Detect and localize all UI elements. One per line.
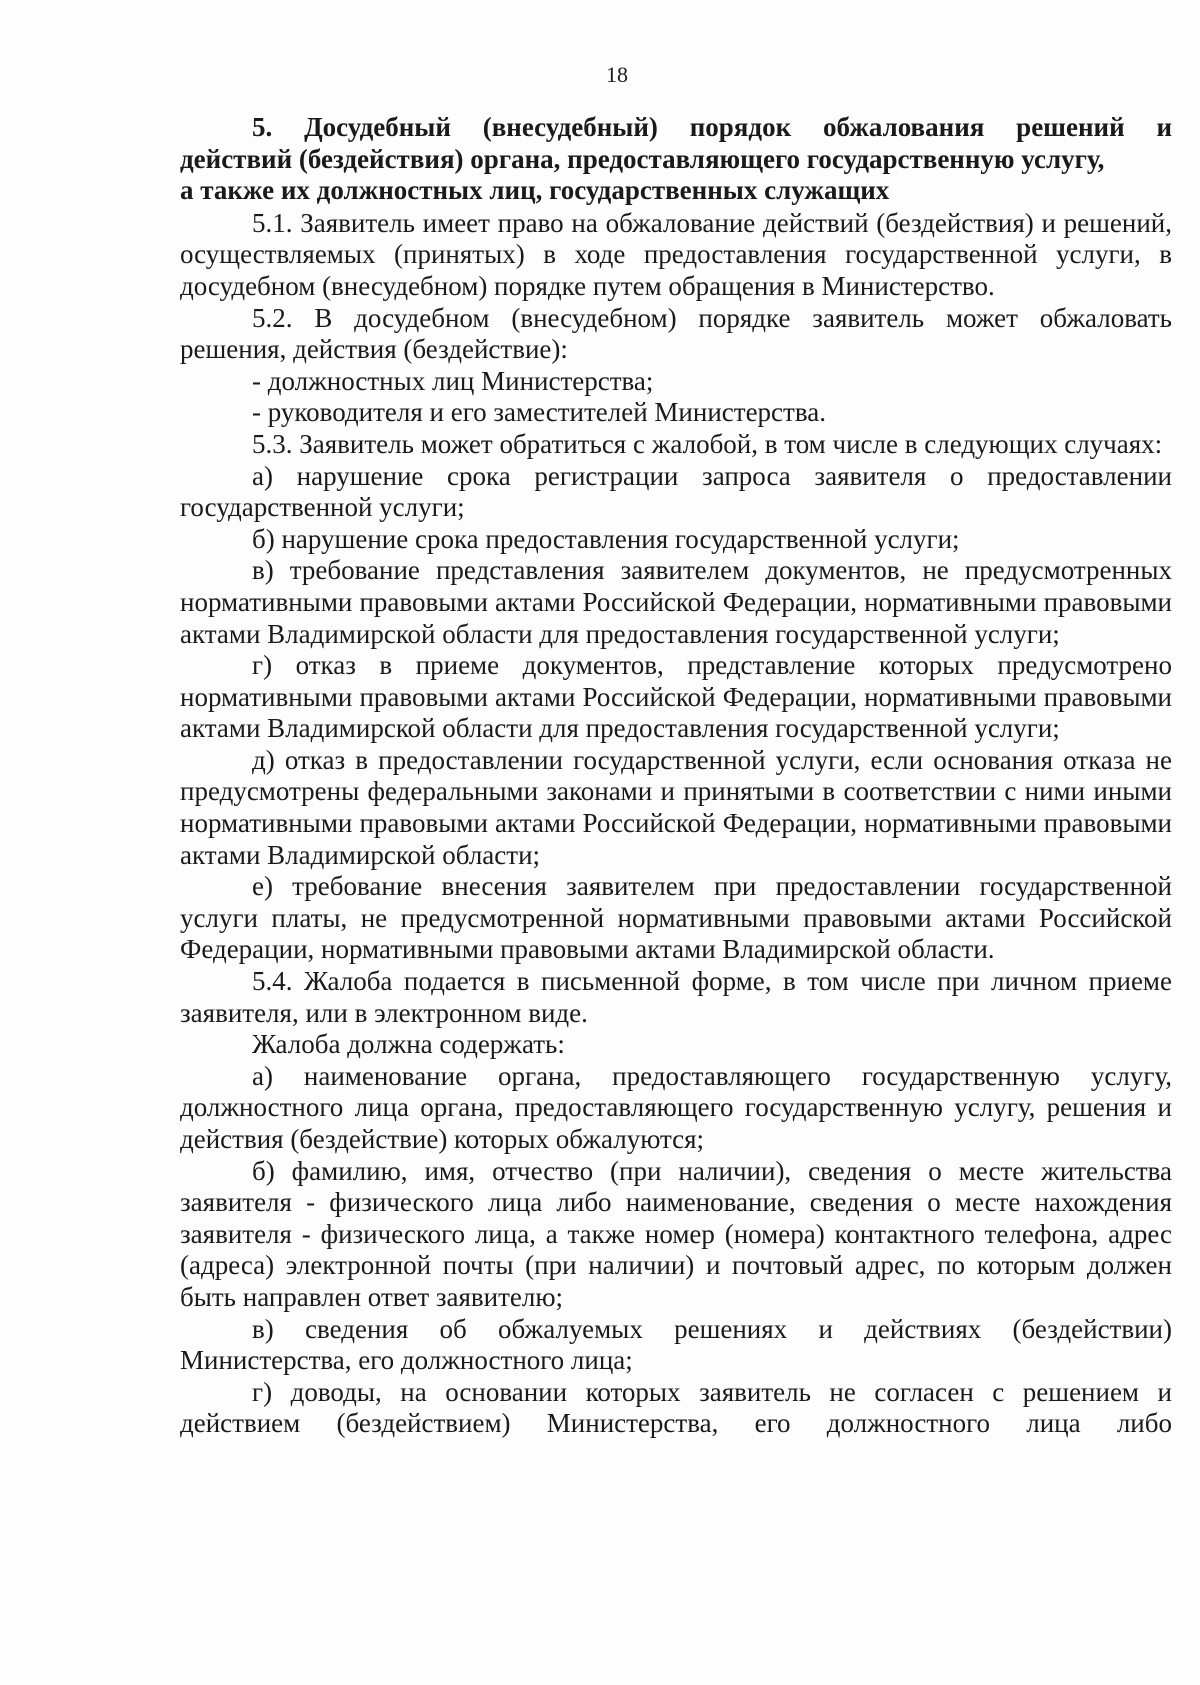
paragraph-5-3: 5.3. Заявитель может обратиться с жалобой, в том числе в следующих случаях: (252, 428, 1163, 459)
paragraph-5-4: 5.4. Жалоба подается в письменной форме, в том числе при личном приеме заявителя, или в электронном виде. (180, 966, 1172, 1028)
paragraph-5-2: 5.2. В досудебном (внесудебном) порядке заявитель может обжаловать решения, действия (бездействие): (180, 302, 1172, 365)
page-number: 18 (606, 62, 628, 87)
section-heading-line-1: 5. Досудебный (внесудебный) порядок обжалования решений и (252, 112, 1172, 142)
content-item-v: в) сведения об обжалуемых решениях и действиях (бездействии) Министерства, его должностного лица; (180, 1313, 1172, 1376)
case-item-v: в) требование представления заявителем документов, не предусмотренных нормативными правовыми актами Российской Федерации, нормативными правовыми актами Владимирской области для предоставления государственной услуги; (180, 555, 1172, 649)
section-heading-line-3: а также их должностных лиц, государственных служащих (180, 175, 890, 206)
case-item-g: г) отказ в приеме документов, представление которых предусмотрено нормативными правовыми актами Российской Федерации, нормативными правовыми актами Владимирской области для предоставления государственной услуги; (180, 650, 1172, 744)
case-item-d: д) отказ в предоставлении государственной услуги, если основания отказа не предусмотрены федеральными законами и принятыми в соответствии с ними иными нормативными правовыми актами Российской Федерации, нормативными правовыми актами Владимирской области; (180, 744, 1172, 870)
section-heading (180, 112, 1172, 207)
complaint-contents-intro: Жалоба должна содержать: (252, 1029, 565, 1060)
content-item-g: г) доводы, на основании которых заявитель не согласен с решением и действием (бездействием) Министерства, его должностного лица либо (180, 1376, 1172, 1439)
content-item-a: а) наименование органа, предоставляющего государственную услугу, должностного лица органа, предоставляющего государственную услугу, решения и действия (бездействие) которых обжалуются; (180, 1060, 1172, 1154)
case-item-e: е) требование внесения заявителем при предоставлении государственной услуги платы, не предусмотренной нормативными правовыми актами Российской Федерации, нормативными правовыми актами Владимирской области. (180, 871, 1172, 965)
content-item-b: б) фамилию, имя, отчество (при наличии), сведения о месте жительства заявителя - физического лица либо наименование, сведения о месте нахождения заявителя - физического лица, а также номер (номера) контактного телефона, адрес (адреса) электронной почты (при наличии) и почтовый адрес, по которым должен быть направлен ответ заявителю; (180, 1155, 1172, 1312)
section-heading-line-2: действий (бездействия) органа, предоставляющего государственную услугу, (180, 143, 1105, 174)
document-body (180, 112, 1172, 1440)
list-item-head-and-deputies: - руководителя и его заместителей Министерства. (252, 397, 826, 428)
list-item-officials: - должностных лиц Министерства; (252, 365, 654, 396)
case-item-a: а) нарушение срока регистрации запроса заявителя о предоставлении государственной услуги; (180, 460, 1172, 523)
case-item-b: б) нарушение срока предоставления государственной услуги; (252, 523, 960, 554)
paragraph-5-1: 5.1. Заявитель имеет право на обжалование действий (бездействия) и решений, осуществляемых (принятых) в ходе предоставления государственной услуги, в досудебном (внесудебном) порядке путем обращения в Министерство. (180, 207, 1172, 301)
